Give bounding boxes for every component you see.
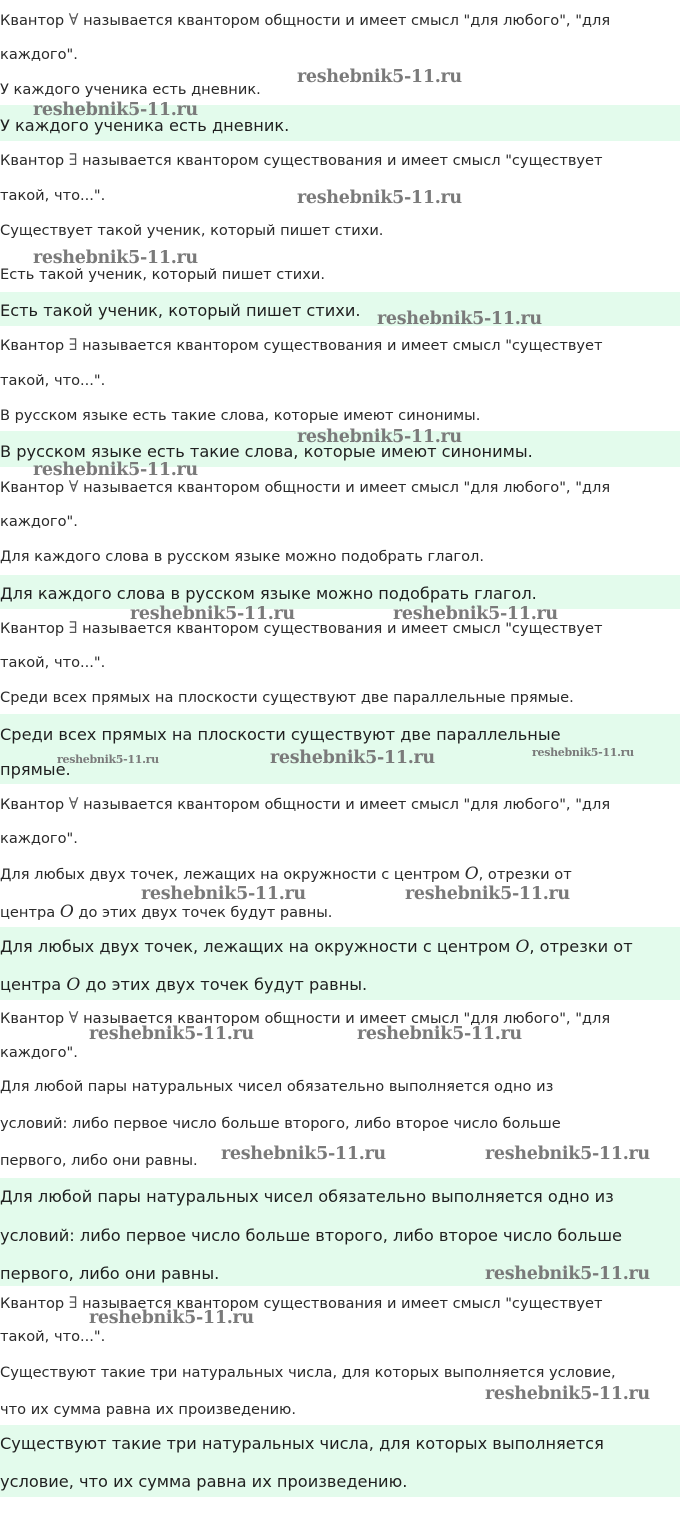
exists-symbol: ∃: [68, 335, 78, 354]
point-o-symbol: O: [515, 937, 530, 957]
statement-text: Существует такой ученик, который пишет стихи.: [0, 222, 384, 239]
answer-fragment: , отрезки от: [529, 937, 633, 956]
forall-symbol: ∀: [68, 10, 79, 29]
answer-fragment: центра: [0, 975, 67, 994]
quantifier-definition: [0, 477, 610, 498]
point-o-symbol: O: [66, 975, 81, 995]
statement-text: Среди всех прямых на плоскости существуют две параллельные прямые.: [0, 689, 574, 706]
definition-continuation: каждого".: [0, 1044, 78, 1061]
watermark: reshebnik5-11.ru: [221, 1144, 386, 1164]
watermark: reshebnik5-11.ru: [33, 248, 198, 268]
statement-text: [0, 902, 332, 923]
statement-text: [0, 864, 572, 885]
definition-text: Квантор: [0, 796, 69, 813]
statement-text: первого, либо они равны.: [0, 1152, 198, 1169]
answer-text: [0, 974, 367, 996]
answer-block: [0, 431, 680, 467]
answer-text: Существуют такие три натуральных числа, для которых выполняется: [0, 1434, 604, 1453]
statement-text: Для любой пары натуральных чисел обязательно выполняется одно из: [0, 1078, 554, 1095]
watermark: reshebnik5-11.ru: [405, 884, 570, 904]
answer-text: первого, либо они равны.: [0, 1264, 220, 1283]
watermark: reshebnik5-11.ru: [33, 460, 198, 480]
answer-text: Для каждого слова в русском языке можно подобрать глагол.: [0, 584, 537, 603]
answer-text: Среди всех прямых на плоскости существуют две параллельные: [0, 725, 561, 744]
quantifier-definition: [0, 618, 603, 639]
watermark: reshebnik5-11.ru: [33, 100, 198, 120]
quantifier-definition: [0, 150, 603, 171]
quantifier-definition: [0, 1008, 610, 1029]
watermark: reshebnik5-11.ru: [377, 309, 542, 329]
watermark: reshebnik5-11.ru: [297, 67, 462, 87]
answer-text: условие, что их сумма равна их произведению.: [0, 1472, 408, 1491]
answer-text: Для любой пары натуральных чисел обязательно выполняется одно из: [0, 1187, 614, 1206]
point-o-symbol: O: [59, 902, 74, 922]
watermark: reshebnik5-11.ru: [393, 604, 558, 624]
watermark: reshebnik5-11.ru: [297, 427, 462, 447]
answer-text: [0, 936, 633, 958]
definition-text: Квантор: [0, 1295, 69, 1312]
statement-text: У каждого ученика есть дневник.: [0, 81, 261, 98]
forall-symbol: ∀: [68, 794, 79, 813]
definition-text: Квантор: [0, 1010, 69, 1027]
watermark: reshebnik5-11.ru: [357, 1024, 522, 1044]
exists-symbol: ∃: [68, 150, 78, 169]
quantifier-definition: [0, 335, 603, 356]
point-o-symbol: O: [464, 864, 479, 884]
definition-text: называется квантором существования и имеет смысл "существует: [77, 337, 603, 354]
definition-continuation: такой, что...".: [0, 187, 106, 204]
definition-text: Квантор: [0, 479, 69, 496]
watermark: reshebnik5-11.ru: [297, 188, 462, 208]
answer-block: [0, 927, 680, 1000]
definition-continuation: каждого".: [0, 513, 78, 530]
answer-block: [0, 1178, 680, 1286]
definition-continuation: каждого".: [0, 830, 78, 847]
quantifier-definition: [0, 10, 610, 31]
watermark: reshebnik5-11.ru: [141, 884, 306, 904]
answer-text: прямые.: [0, 760, 71, 779]
watermark: reshebnik5-11.ru: [270, 748, 435, 768]
answer-text: Есть такой ученик, который пишет стихи.: [0, 301, 361, 320]
definition-text: называется квантором общности и имеет смысл "для любого", "для: [78, 1010, 611, 1027]
watermark: reshebnik5-11.ru: [485, 1144, 650, 1164]
answer-block: [0, 1425, 680, 1497]
answer-text: условий: либо первое число больше второго, либо второе число больше: [0, 1226, 622, 1245]
answer-block: [0, 714, 680, 784]
definition-continuation: каждого".: [0, 46, 78, 63]
definition-continuation: такой, что...".: [0, 1328, 106, 1345]
statement-text: условий: либо первое число больше второго, либо второе число больше: [0, 1115, 561, 1132]
forall-symbol: ∀: [68, 477, 79, 496]
definition-text: называется квантором общности и имеет смысл "для любого", "для: [78, 12, 611, 29]
answer-block: [0, 292, 680, 326]
quantifier-definition: [0, 794, 610, 815]
statement-text: В русском языке есть такие слова, которые имеют синонимы.: [0, 407, 481, 424]
answer-block: [0, 105, 680, 141]
watermark: reshebnik5-11.ru: [57, 753, 159, 766]
definition-text: Квантор: [0, 152, 69, 169]
definition-text: называется квантором существования и имеет смысл "существует: [77, 1295, 603, 1312]
definition-text: называется квантором общности и имеет смысл "для любого", "для: [78, 796, 611, 813]
answer-text: В русском языке есть такие слова, которые имеют синонимы.: [0, 442, 533, 461]
statement-text: Для каждого слова в русском языке можно подобрать глагол.: [0, 548, 484, 565]
watermark: reshebnik5-11.ru: [485, 1264, 650, 1284]
statement-fragment: , отрезки от: [478, 866, 572, 883]
watermark: reshebnik5-11.ru: [532, 746, 634, 759]
definition-text: Квантор: [0, 337, 69, 354]
definition-continuation: такой, что...".: [0, 654, 106, 671]
watermark: reshebnik5-11.ru: [89, 1024, 254, 1044]
definition-text: называется квантором существования и имеет смысл "существует: [77, 620, 603, 637]
statement-fragment: Для любых двух точек, лежащих на окружности с центром: [0, 866, 465, 883]
exists-symbol: ∃: [68, 1293, 78, 1312]
answer-fragment: Для любых двух точек, лежащих на окружности с центром: [0, 937, 516, 956]
definition-text: Квантор: [0, 620, 69, 637]
forall-symbol: ∀: [68, 1008, 79, 1027]
quantifier-definition: [0, 1293, 603, 1314]
answer-fragment: до этих двух точек будут равны.: [80, 975, 368, 994]
answer-text: У каждого ученика есть дневник.: [0, 116, 290, 135]
answer-block: [0, 575, 680, 609]
definition-text: Квантор: [0, 12, 69, 29]
answer-text-plain: Есть такой ученик, который пишет стихи.: [0, 266, 326, 283]
statement-text: что их сумма равна их произведению.: [0, 1401, 296, 1418]
watermark: reshebnik5-11.ru: [130, 604, 295, 624]
exists-symbol: ∃: [68, 618, 78, 637]
statement-fragment: до этих двух точек будут равны.: [73, 904, 333, 921]
definition-continuation: такой, что...".: [0, 372, 106, 389]
definition-text: называется квантором общности и имеет смысл "для любого", "для: [78, 479, 611, 496]
statement-text: Существуют такие три натуральных числа, для которых выполняется условие,: [0, 1364, 616, 1381]
definition-text: называется квантором существования и имеет смысл "существует: [77, 152, 603, 169]
watermark: reshebnik5-11.ru: [89, 1308, 254, 1328]
watermark: reshebnik5-11.ru: [485, 1384, 650, 1404]
statement-fragment: центра: [0, 904, 60, 921]
